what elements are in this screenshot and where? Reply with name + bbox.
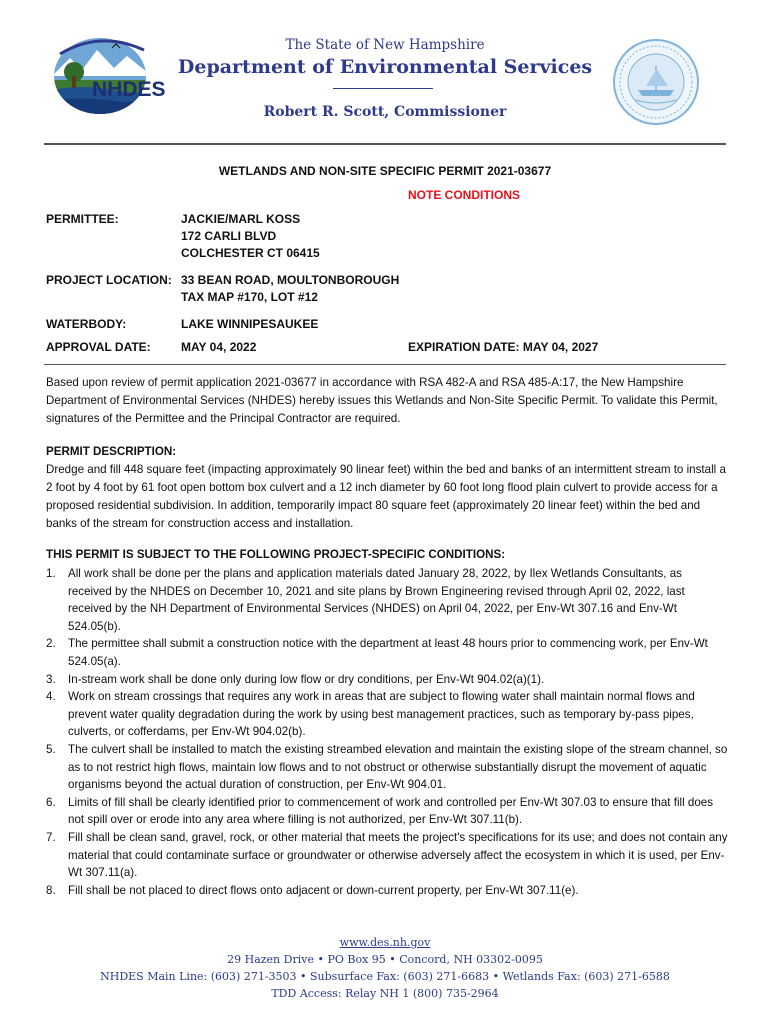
waterbody-label: WATERBODY: <box>46 317 127 331</box>
intro-paragraph: Based upon review of permit application 2021-03677 in accordance with RSA 482-A and RSA 485-A:17, the New Hampshire Department of Environmental Services (NHDES) hereby issues this Wetlands and Non-Site Specific Permit. To validate this Permit, signatures of the Permittee and the Principal Contractor are required. <box>46 376 718 425</box>
conditions-list <box>46 565 728 899</box>
conditions-heading: THIS PERMIT IS SUBJECT TO THE FOLLOWING PROJECT-SPECIFIC CONDITIONS: <box>46 548 506 561</box>
footer-address: 29 Hazen Drive • PO Box 95 • Concord, NH 03302-0095 <box>227 953 543 966</box>
approval-label: APPROVAL DATE: <box>46 340 151 354</box>
condition-item: 6. Limits of fill shall be clearly identified prior to commencement of work and controlled per Env-Wt 307.03 to ensure that fill does not spill over or erode into any area where filling is not authorized, per Env-Wt 307.11(b). <box>46 795 714 827</box>
condition-item: 5. The culvert shall be installed to match the existing streambed elevation and maintain the existing slope of the stream channel, so as to not restrict high flows, maintain low flows and to not obstruct or otherwise substantially disrupt the movement of aquatic organisms beyond the actual duration of construction, per Env-Wt 904.01. <box>46 742 728 792</box>
expiration-date: EXPIRATION DATE: MAY 04, 2027 <box>408 340 599 354</box>
condition-item: 3. In-stream work shall be done only during low flow or dry conditions, per Env-Wt 904.02(a)(1). <box>46 672 545 686</box>
commissioner-name: Robert R. Scott, Commissioner <box>263 104 507 120</box>
state-name: The State of New Hampshire <box>285 37 485 53</box>
description-heading: PERMIT DESCRIPTION: <box>46 445 177 458</box>
condition-item: 7. Fill shall be clean sand, gravel, rock, or other material that meets the project's specifications for its use; and does not contain any material that could contaminate surface or groundwater or otherwise adversely affect the ecosystem in which it is used, per Env-Wt 307.11(a). <box>46 830 728 880</box>
website-link[interactable]: www.des.nh.gov <box>339 936 431 949</box>
condition-item: 2. The permittee shall submit a construction notice with the department at least 48 hours prior to commencing work, per Env-Wt 524.05(a). <box>46 637 708 668</box>
footer-phones: NHDES Main Line: (603) 271-3503 • Subsurface Fax: (603) 271-6683 • Wetlands Fax: (603) 271-6588 <box>100 970 670 983</box>
title-divider <box>333 88 433 89</box>
section-divider <box>44 364 726 365</box>
approval-date: MAY 04, 2022 <box>181 340 257 354</box>
waterbody-value: LAKE WINNIPESAUKEE <box>181 317 319 331</box>
permittee-value: JACKIE/MARL KOSS 172 CARLI BLVD COLCHESTER CT 06415 <box>181 212 320 260</box>
footer-url-row <box>0 936 770 949</box>
permittee-label: PERMITTEE: <box>46 212 119 226</box>
svg-text:NHDES: NHDES <box>92 78 166 101</box>
note-conditions: NOTE CONDITIONS <box>408 188 521 202</box>
department-name: Department of Environmental Services <box>177 56 593 78</box>
location-value: 33 BEAN ROAD, MOULTONBOROUGH TAX MAP #170, LOT #12 <box>181 273 400 304</box>
header-divider <box>44 143 726 145</box>
condition-item: 4. Work on stream crossings that requires any work in areas that are subject to flowing water shall maintain normal flows and prevent water quality degradation during the work by using best management practices, such as temporary by-pass pipes, culverts, or cofferdams, per Env-Wt 904.02(b). <box>46 690 695 739</box>
state-seal-icon <box>612 38 700 126</box>
description-text: Dredge and fill 448 square feet (impacting approximately 90 linear feet) within the bed and banks of an intermittent stream to install a 2 foot by 4 foot by 61 foot open bottom box culvert and a 12 inch diameter by 60 foot long flood plain culvert to provide access for a proposed residential subdivision. In addition, temporarily impact 80 square feet (approximately 20 linear feet) within the bed and banks of the stream for construction access and installation. <box>46 463 726 530</box>
permit-title: WETLANDS AND NON-SITE SPECIFIC PERMIT 2021-03677 <box>218 164 552 178</box>
footer-tdd: TDD Access: Relay NH 1 (800) 735-2964 <box>271 987 499 1000</box>
condition-item: 8. Fill shall be not placed to direct flows onto adjacent or down-current property, per Env-Wt 307.11(e). <box>46 883 579 897</box>
location-label: PROJECT LOCATION: <box>46 273 172 287</box>
condition-item: 1. All work shall be done per the plans and application materials dated January 28, 2022, by Ilex Wetlands Consultants, as received by the NHDES on December 10, 2021 and site plans by Brown Engineering revised through April 02, 2022, last received by the NH Department of Environmental Services (NHDES) on April 04, 2022, per Env-Wt 307.16 and Env-Wt 524.05(b). <box>46 567 685 633</box>
